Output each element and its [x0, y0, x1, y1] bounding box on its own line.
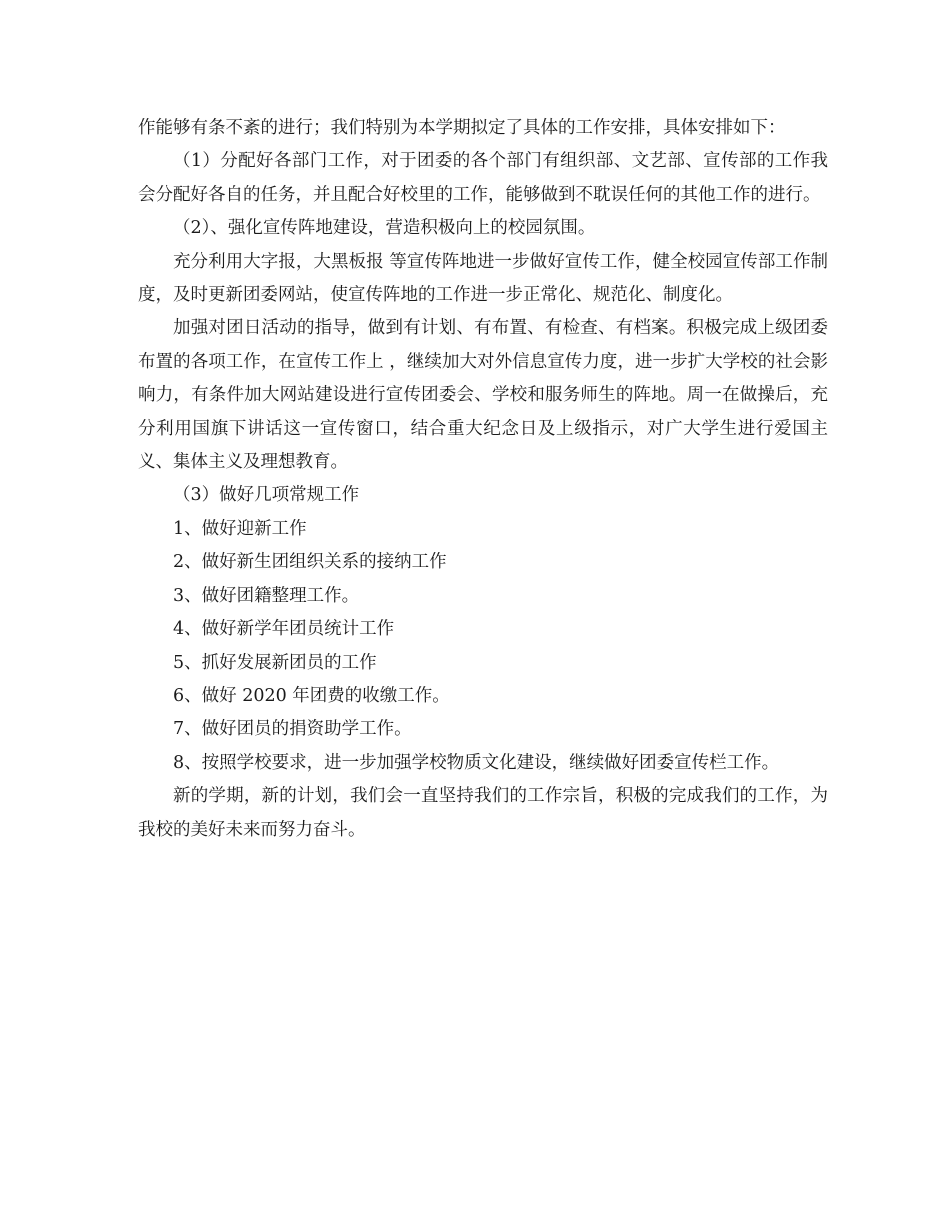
list-item: 4、做好新学年团员统计工作 [173, 619, 395, 640]
list-item: 6、做好 2020 年团费的收缴工作。 [173, 685, 450, 706]
list-item: 5、抓好发展新团员的工作 [173, 652, 377, 673]
list-item: 2、做好新生团组织关系的接纳工作 [173, 552, 447, 573]
paragraph-item-3: （3）做好几项常规工作 [173, 485, 360, 506]
list-item: 8、按照学校要求，进一步加强学校物质文化建设，继续做好团委宣传栏工作。 [173, 752, 780, 773]
list-item: 3、做好团籍整理工作。 [173, 585, 360, 606]
paragraph-item-2: （2）、强化宣传阵地建设，营造积极向上的校园氛围。 [173, 218, 596, 239]
paragraph-publicity: 充分利用大字报，大黑板报 等宣传阵地进一步做好宣传工作，健全校园宣传部工作制度，及时更新团委网站，使宣传阵地的工作进一步正常化、规范化、制度化。 [138, 251, 828, 306]
list-item: 7、做好团员的捐资助学工作。 [173, 719, 412, 740]
paragraph-closing: 新的学期，新的计划，我们会一直坚持我们的工作宗旨，积极的完成我们的工作，为我校的美好未来而努力奋斗。 [138, 786, 828, 840]
paragraph-league-activities: 加强对团日活动的指导，做到有计划、有布置、有检查、有档案。积极完成上级团委布置的各项工作，在宣传工作上 ，继续加大对外信息宣传力度，进一步扩大学校的社会影响力，有条件加大网站建设进行宣传团委会、学校和服务师生的阵地。周一在做操后，充分利用国旗下讲话这一宣传窗口，结合重大纪念日及上级指示，对广大学生进行爱国主义、集体主义及理想教育。 [138, 318, 828, 473]
paragraph-intro-continuation: 作能够有条不紊的进行；我们特别为本学期拟定了具体的工作安排，具体安排如下： [138, 118, 786, 138]
document-body [138, 112, 828, 847]
list-item: 1、做好迎新工作 [173, 518, 307, 539]
paragraph-item-1: （1）分配好各部门工作，对于团委的各个部门有组织部、文艺部、宣传部的工作我会分配好各自的任务，并且配合好校里的工作，能够做到不耽误任何的其他工作的进行。 [138, 151, 828, 205]
